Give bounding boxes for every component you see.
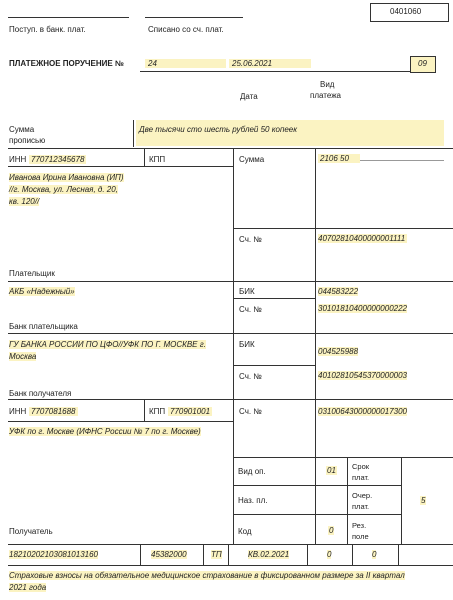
grid-vline-ops-right2 [401,457,402,545]
received-line [8,17,129,18]
grid-line-payee-bank-bottom [8,399,453,400]
tax-basis: ТП [211,550,222,559]
rez-label-2: поле [352,532,369,541]
payer-kpp-label: КПП [149,155,166,164]
kod-label: Код [238,527,252,536]
grid-line-payer-bik-bottom [233,298,315,299]
grid-vline-ops-right [347,457,348,545]
status-code: 09 [418,59,427,68]
grid-line-payer-bottom [8,281,453,282]
payee-account-label: Сч. № [239,407,262,416]
grid-line-payee-bik-bottom [233,365,315,366]
amount-words-divider [133,120,134,147]
grid-vline-mid-col [315,148,316,545]
payee-bank-name-line1: ГУ БАНКА РОССИИ ПО ЦФО//УФК ПО Г. МОСКВЕ г. [9,340,206,349]
grid-line-1 [8,148,453,149]
grid-line-payee-bottom [8,544,453,545]
payer-bank-label: Банк плательщика [9,322,78,331]
payee-bank-account-label: Сч. № [239,372,262,381]
grid-line-payer-bank-bottom [8,333,453,334]
ocher-label-1: Очер. [352,491,373,500]
payee-account: 03100643000000017300 [318,407,407,416]
payer-bank-bik-label: БИК [239,287,255,296]
tax-doc-number: 0 [327,550,332,559]
grid-line-ops-top [233,457,453,458]
date-label: Дата [240,92,258,101]
document-number: 24 [145,59,226,68]
ocher-value: 5 [421,496,426,505]
tax-vline-4 [307,544,308,565]
grid-vline-payee-kpp [144,399,145,421]
purpose-line1: Страховые взносы на обязательное медицинское страхование в фиксированном размере за II квартал [9,571,405,580]
payer-bank-account: 30101810400000000222 [318,304,407,313]
payee-bank-label: Банк получателя [9,389,72,398]
kod-value: 0 [329,526,334,535]
tax-period: КВ.02.2021 [248,550,290,559]
tax-oktmo: 45382000 [151,550,187,559]
grid-line-ops-mid2 [233,514,401,515]
grid-line-tax-bottom [8,565,453,566]
payee-kpp-label: КПП [149,407,166,416]
payee-inn-label: ИНН [9,407,27,416]
payee-bank-name-line2: Москва [9,352,37,361]
srok-label-2: плат. [352,473,370,482]
payer-amount: 2106 50 [318,154,360,163]
rez-label-1: Рез. [352,521,367,530]
payee-label: Получатель [9,527,53,536]
payer-amount-underline [360,160,444,161]
document-title: ПЛАТЕЖНОЕ ПОРУЧЕНИЕ № [9,59,124,68]
received-label: Поступ. в банк. плат. [9,25,86,34]
debited-label: Списано со сч. плат. [148,25,224,34]
payer-bank-name: АКБ «Надежный» [9,287,75,296]
amount-words-value: Две тысячи сто шесть рублей 50 копеек [136,120,444,146]
payee-bank-bik-label: БИК [239,340,255,349]
tax-vline-3 [228,544,229,565]
ocher-label-2: плат. [352,502,370,511]
srok-label-1: Срок [352,462,370,471]
purpose-line2: 2021 года [9,583,47,592]
payer-account-label: Сч. № [239,235,262,244]
tax-vline-6 [398,544,399,565]
grid-line-ops-mid1 [233,485,401,486]
payer-bank-account-label: Сч. № [239,305,262,314]
payer-name-line1: Иванова Ирина Ивановна (ИП) [9,173,124,182]
payer-name-line3: кв. 120// [9,197,40,206]
payer-name-line2: //г. Москва, ул. Лесная, д. 20, [9,185,118,194]
tax-vline-1 [140,544,141,565]
payee-bank-account: 40102810545370000003 [318,371,407,380]
payee-inn: 7707081688 [31,407,76,416]
document-date: 25.06.2021 [229,59,311,68]
payer-account: 40702810400000001111 [318,234,406,243]
amount-words-label-1: Сумма [9,125,35,134]
payee-bank-bik: 004525988 [318,347,359,356]
payer-inn: 770712345678 [31,155,85,164]
tax-vline-2 [203,544,204,565]
title-underline [140,71,432,72]
amount-words-label-2: прописью [9,136,46,145]
naz-pl-label: Наз. пл. [238,496,268,505]
tax-kbk: 18210202103081013160 [9,550,98,559]
payer-label: Плательщик [9,269,55,278]
grid-line-payer-amount-bottom [233,228,453,229]
payer-bank-bik: 044583222 [318,287,359,296]
tax-vline-5 [352,544,353,565]
grid-line-payee-inn-bottom [8,421,233,422]
grid-line-inn [8,166,233,167]
vid-op-value: 01 [327,466,336,475]
payer-amount-label: Сумма [239,155,265,164]
payee-name: УФК по г. Москве (ИФНС России № 7 по г. Москве) [9,427,201,436]
grid-vline-left-col [233,148,234,545]
payment-type-label-1: Вид [320,80,335,89]
debited-line [145,17,243,18]
grid-vline-inn-kpp [144,148,145,166]
payment-type-label-2: платежа [310,91,342,100]
payer-inn-label: ИНН [9,155,27,164]
tax-doc-date: 0 [372,550,377,559]
vid-op-label: Вид оп. [238,467,266,476]
form-code: 0401060 [390,7,422,16]
payee-kpp: 770901001 [170,407,211,416]
